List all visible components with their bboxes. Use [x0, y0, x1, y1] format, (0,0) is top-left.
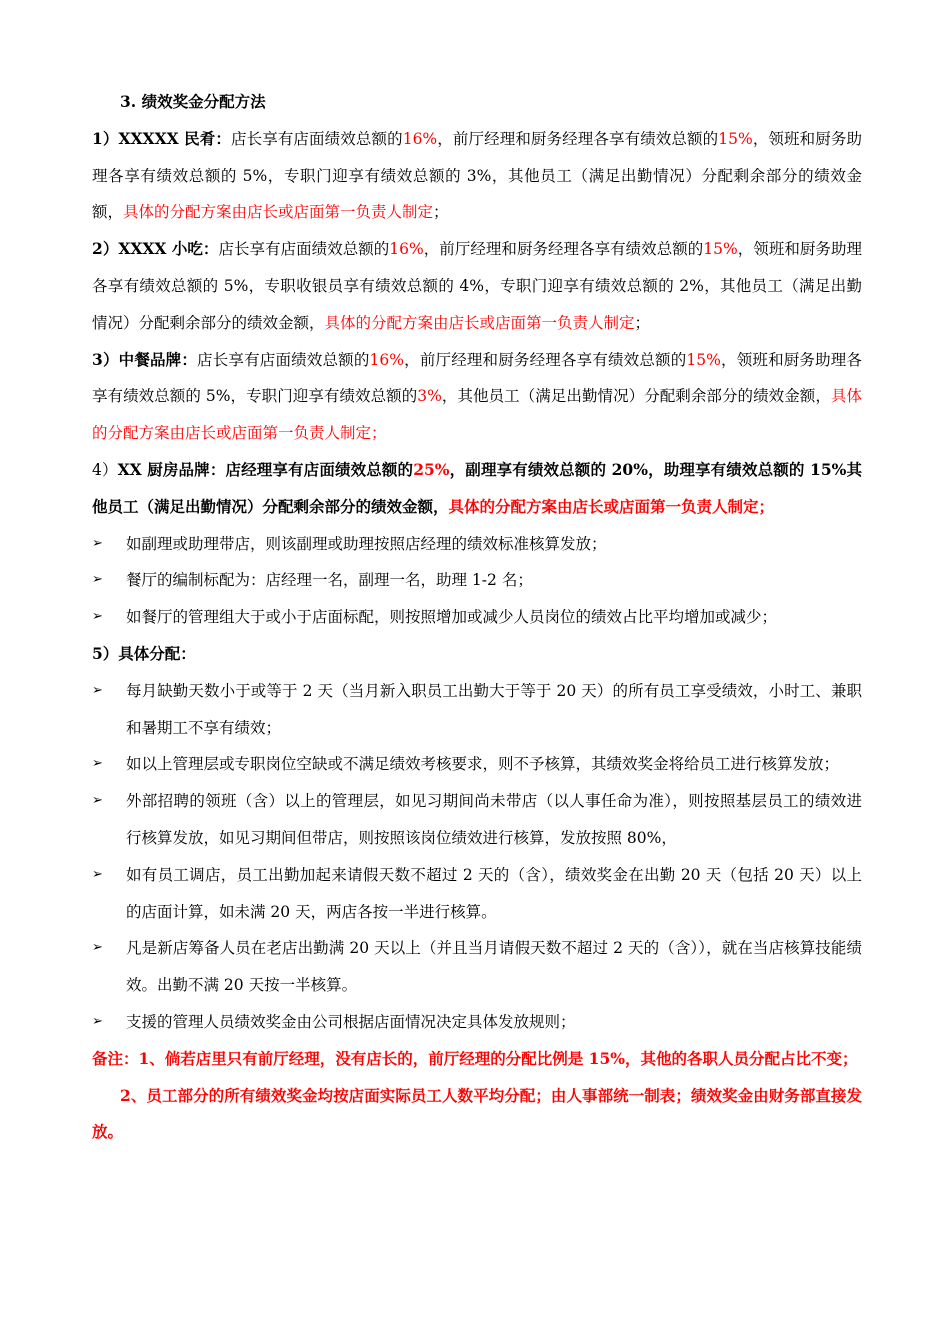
highlight-percent: 25% [413, 459, 450, 479]
highlight-note: 具体的分配方案由店长或店面第一负责人制定； [92, 387, 862, 443]
list-item [92, 562, 862, 599]
list-item [92, 599, 862, 636]
list-item [92, 857, 862, 931]
label-chinese-brand: 3）中餐品牌： [92, 349, 198, 369]
label-minyao: 1）XXXXX 民肴： [92, 128, 231, 148]
text: ，领班和厨务助理各享有绩效总额的 5%，专职收银员享有绩效总额的 4%，专职门迎享有绩效总额的 2%，其他员工（满足出勤情况）分配剩余部分的绩效金额， [92, 240, 862, 332]
text: ，其他员工（满足出勤情况）分配剩余部分的绩效金额， [441, 387, 831, 406]
paragraph-chinese-brand [92, 342, 862, 452]
highlight-percent: 16% [389, 240, 424, 259]
bullet-arrow-icon: ➢ [92, 682, 103, 698]
text: ，领班和厨务助理各享有绩效总额的 5%，专职门迎享有绩效总额的 3%，其他员工（满足出勤情况）分配剩余部分的绩效金额， [92, 129, 862, 222]
bullet-arrow-icon: ➢ [92, 572, 103, 588]
text: 店长享有店面绩效总额的 [197, 350, 370, 369]
paragraph-kitchen-brand [92, 452, 862, 526]
list-item [92, 1004, 862, 1041]
bullet-arrow-icon: ➢ [92, 940, 103, 956]
list-item [92, 746, 862, 783]
text: 店长享有店面绩效总额的 [230, 129, 403, 148]
subsection-label: 5）具体分配： [92, 643, 196, 663]
text: 店长享有店面绩效总额的 [218, 240, 390, 259]
text: ，前厅经理和厨务经理各享有绩效总额的 [403, 350, 687, 369]
text: ，领班和厨务助理各享有绩效总额的 5%，专职门迎享有绩效总额的 [92, 350, 862, 406]
list-item [92, 783, 862, 857]
highlight-percent: 3% [417, 387, 442, 406]
list-item-text: 凡是新店筹备人员在老店出勤满 20 天以上（并且当月请假天数不超过 2 天的（含）），就在当店核算技能绩效。出勤不满 20 天按一半核算。 [126, 939, 862, 995]
text: ，前厅经理和厨务经理各享有绩效总额的 [423, 240, 704, 259]
label-xiaochi: 2）XXXX 小吃： [92, 239, 219, 259]
highlight-note: 具体的分配方案由店长或店面第一负责人制定 [123, 203, 434, 222]
highlight-note: 具体的分配方案由店长或店面第一负责人制定； [448, 496, 775, 516]
highlight-percent: 15% [718, 129, 753, 148]
list-item-text: 每月缺勤天数小于或等于 2 天（当月新入职员工出勤大于等于 20 天）的所有员工享受绩效，小时工、兼职和暑期工不享有绩效； [126, 681, 862, 737]
document-page [92, 84, 862, 1151]
bullet-arrow-icon: ➢ [92, 1013, 103, 1029]
remark-note-2: 2、员工部分的所有绩效奖金均按店面实际员工人数平均分配；由人事部统一制表；绩效奖金由财务部直接发放。 [92, 1085, 862, 1142]
list-item-text: 如副理或助理带店，则该副理或助理按照店经理的绩效标准核算发放； [126, 534, 607, 553]
list-item-text: 外部招聘的领班（含）以上的管理层，如见习期间尚未带店（以人事任命为准），则按照基层员工的绩效进行核算发放，如见习期间但带店，则按照该岗位绩效进行核算，发放按照 80%， [126, 792, 862, 847]
list-item-text: 如有员工调店，员工出勤加起来请假天数不超过 2 天的（含），绩效奖金在出勤 20 天（包括 20 天）以上的店面计算，如未满 20 天，两店各按一半进行核算。 [126, 865, 862, 921]
highlight-percent: 15% [686, 350, 721, 369]
highlight-percent: 16% [402, 129, 438, 148]
paragraph-xiaochi [92, 231, 862, 341]
remark-note-1: 备注：1、倘若店里只有前厅经理，没有店长的，前厅经理的分配比例是 15%，其他的各职人员分配占比不变； [92, 1048, 858, 1068]
list-item-text: 支援的管理人员绩效奖金由公司根据店面情况决定具体发放规则； [126, 1012, 576, 1031]
bullet-arrow-icon: ➢ [92, 866, 103, 882]
text: ； [634, 313, 651, 332]
list-item-text: 如以上管理层或专职岗位空缺或不满足绩效考核要求，则不予核算，其绩效奖金将给员工进行核算发放； [126, 755, 840, 774]
text: ，前厅经理和厨务经理各享有绩效总额的 [437, 129, 719, 148]
bullet-arrow-icon: ➢ [92, 609, 103, 625]
list-item [92, 526, 862, 563]
list-item [92, 673, 862, 747]
list-item-text: 餐厅的编制标配为：店经理一名，副理一名，助理 1-2 名； [126, 571, 533, 590]
highlight-note: 具体的分配方案由店长或店面第一负责人制定 [324, 313, 635, 332]
text: ； [433, 203, 449, 222]
bullet-arrow-icon: ➢ [92, 535, 103, 551]
highlight-percent: 16% [369, 350, 404, 369]
highlight-percent: 15% [703, 240, 738, 259]
label-kitchen-brand: XX 厨房品牌：店经理享有店面绩效总额的 [117, 459, 414, 479]
list-item-text: 如餐厅的管理组大于或小于店面标配，则按照增加或减少人员岗位的绩效占比平均增加或减少； [126, 608, 778, 627]
section-title: 3. 绩效奖金分配方法 [120, 92, 266, 111]
label-number: 4） [92, 460, 118, 479]
bullet-arrow-icon: ➢ [92, 793, 103, 809]
list-item [92, 930, 862, 1004]
bullet-arrow-icon: ➢ [92, 756, 103, 772]
paragraph-minyao [92, 121, 862, 231]
text: ，副理享有绩效总额的 20%，助理享有绩效总额的 15%其他员工（满足出勤情况）分配剩余部分的绩效金额， [92, 459, 862, 516]
